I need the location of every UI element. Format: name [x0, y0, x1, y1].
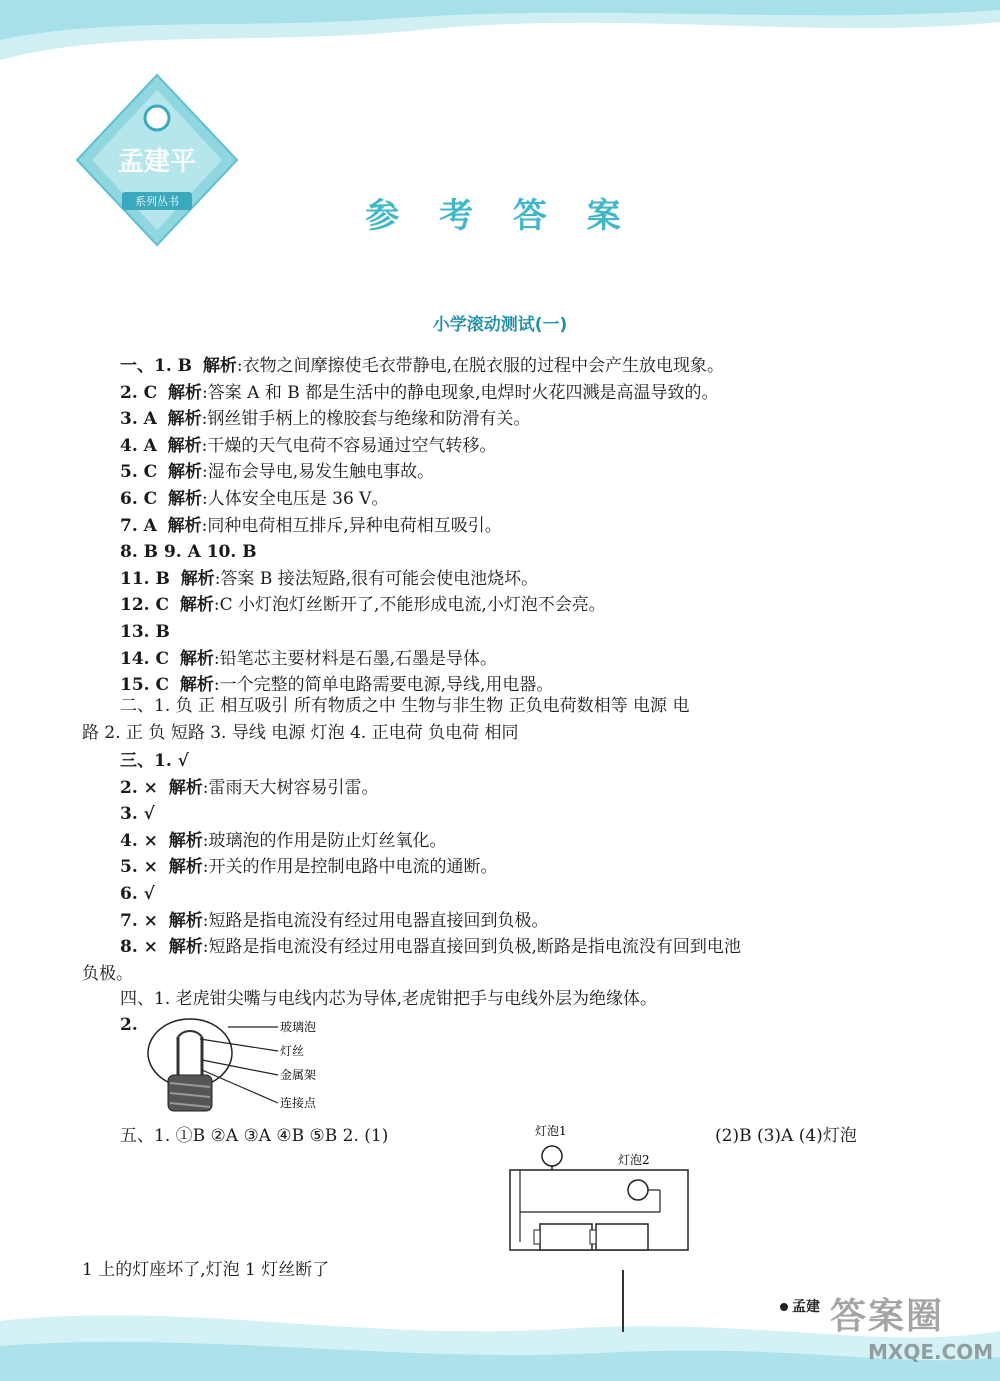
- circuit-label-bulb-2: 灯泡2: [618, 1153, 650, 1167]
- part-1-line: [120, 514, 930, 538]
- answers-part-5-continuation: 1 上的灯座坏了,灯泡 1 灯丝断了: [82, 1260, 330, 1280]
- item-number: 7. A: [120, 515, 157, 536]
- item-number: 6. C: [120, 489, 158, 509]
- analysis-label: 解析: [168, 382, 203, 403]
- analysis-text: :一个完整的简单电路需要电源,导线,用电器。: [213, 675, 554, 696]
- bulb-label-filament: 灯丝: [280, 1044, 305, 1058]
- part-1-line: [120, 381, 930, 405]
- analysis-label: 解析: [168, 857, 203, 878]
- item-number: 5. ×: [120, 857, 158, 878]
- analysis-text: :衣物之间摩擦使毛衣带静电,在脱衣服的过程中会产生放电现象。: [236, 356, 724, 376]
- item-number: 5. C: [120, 462, 158, 483]
- bullet-icon: [780, 1303, 788, 1311]
- part-3-line: [120, 909, 930, 933]
- answers-part-3-continuation: 负极。: [82, 964, 133, 984]
- item-number: 3. A: [120, 409, 157, 430]
- svg-text:孟建平: 孟建平: [117, 147, 197, 177]
- section-title: 小学滚动测试(一): [432, 315, 568, 335]
- item-number: 4. ×: [120, 830, 158, 851]
- item-number: 11. B: [120, 568, 170, 589]
- item-number: 7. ×: [120, 910, 158, 931]
- answers-part-2-line-2: 路 2. 正 负 短路 3. 导线 电源 灯泡 4. 正电荷 负电荷 相同: [82, 723, 519, 743]
- answers-part-5-right: (2)B (3)A (4)灯泡: [715, 1126, 857, 1146]
- bulb-label-frame: 金属架: [280, 1068, 317, 1082]
- answers-part-2-line-1: 二、1. 负 正 相互吸引 所有物质之中 生物与非生物 正负电荷数相等 电源 电: [120, 696, 690, 716]
- analysis-label: 解析: [168, 910, 203, 931]
- part-1-line: [120, 354, 930, 378]
- analysis-text: :答案 A 和 B 都是生活中的静电现象,电焊时火花四溅是高温导致的。: [202, 382, 719, 403]
- circuit-diagram: [500, 1120, 700, 1270]
- item-number: 4. A: [120, 435, 157, 456]
- part-3-line: [120, 829, 930, 853]
- item-number: 14. C: [120, 648, 170, 669]
- analysis-label: 解析: [202, 356, 237, 376]
- part-1-line: [120, 540, 930, 564]
- analysis-label: 解析: [167, 515, 202, 536]
- answers-part-4-item-2: 2.: [120, 1015, 138, 1035]
- analysis-text: :答案 B 接法短路,很有可能会使电池烧坏。: [214, 568, 539, 589]
- part-1-line: [120, 407, 930, 431]
- analysis-text: :玻璃泡的作用是防止灯丝氧化。: [202, 830, 447, 851]
- item-number: 15. C: [120, 675, 170, 696]
- page-title: 参 考 答 案: [365, 196, 635, 236]
- top-wave-decoration: [0, 0, 1000, 70]
- part-3-line: [120, 802, 930, 826]
- analysis-label: 解析: [168, 489, 203, 509]
- part-3-line: [120, 749, 930, 773]
- analysis-text: :短路是指电流没有经过用电器直接回到负极。: [202, 910, 549, 931]
- analysis-text: :C 小灯泡灯丝断开了,不能形成电流,小灯泡不会亮。: [213, 595, 606, 616]
- part-1-line: [120, 567, 930, 591]
- analysis-label: 解析: [168, 777, 203, 798]
- item-number: 13. B: [120, 622, 170, 642]
- bulb-label-glass: 玻璃泡: [280, 1020, 317, 1034]
- item-number: 一、1. B: [120, 356, 193, 376]
- analysis-text: :雷雨天大树容易引雷。: [202, 777, 379, 798]
- analysis-label: 解析: [168, 462, 203, 483]
- item-number: 6. √: [120, 884, 155, 904]
- footer-brand: 孟建: [780, 1296, 820, 1316]
- part-1-line: [120, 434, 930, 458]
- part-1-line: [120, 487, 930, 511]
- analysis-label: 解析: [180, 568, 215, 589]
- analysis-text: :干燥的天气电荷不容易通过空气转移。: [201, 435, 497, 456]
- watermark-logo: 答案圈: [830, 1296, 945, 1337]
- part-3-line: [120, 776, 930, 800]
- item-number: 12. C: [120, 595, 170, 616]
- analysis-label: 解析: [167, 409, 202, 430]
- analysis-label: 解析: [167, 435, 202, 456]
- page-mark: [622, 1270, 624, 1332]
- item-number: 2. C: [120, 382, 158, 403]
- item-number: 8. B 9. A 10. B: [120, 542, 257, 563]
- analysis-label: 解析: [168, 937, 203, 958]
- analysis-text: :同种电荷相互排斥,异种电荷相互吸引。: [201, 515, 502, 536]
- light-bulb-diagram: [140, 1015, 340, 1120]
- circuit-label-bulb-1: 灯泡1: [535, 1124, 567, 1138]
- item-number: 3. √: [120, 804, 155, 825]
- part-1-line: [120, 620, 930, 644]
- watermark-url: MXQE.COM: [868, 1340, 994, 1364]
- svg-text:系列丛书: 系列丛书: [135, 195, 179, 208]
- analysis-label: 解析: [179, 595, 214, 616]
- analysis-text: :短路是指电流没有经过用电器直接回到负极,断路是指电流没有回到电池: [202, 937, 741, 958]
- bulb-label-contact: 连接点: [280, 1096, 317, 1110]
- part-3-line: [120, 935, 930, 959]
- analysis-text: :开关的作用是控制电路中电流的通断。: [202, 857, 498, 878]
- part-1-line: [120, 593, 930, 617]
- analysis-text: :铅笔芯主要材料是石墨,石墨是导体。: [213, 648, 497, 669]
- part-3-line: [120, 855, 930, 879]
- part-1-line: [120, 460, 930, 484]
- analysis-label: 解析: [179, 648, 214, 669]
- analysis-text: :湿布会导电,易发生触电事故。: [202, 462, 435, 483]
- item-number: 8. ×: [120, 937, 158, 958]
- analysis-label: 解析: [179, 675, 214, 696]
- answers-part-5-left: 五、1. ①B ②A ③A ④B ⑤B 2. (1): [120, 1126, 389, 1146]
- analysis-text: :人体安全电压是 36 V。: [202, 489, 389, 509]
- item-number: 三、1. √: [120, 751, 189, 771]
- analysis-label: 解析: [168, 830, 203, 851]
- part-1-line: [120, 647, 930, 671]
- part-3-line: [120, 882, 930, 906]
- answers-part-4-line-1: 四、1. 老虎钳尖嘴与电线内芯为导体,老虎钳把手与电线外层为绝缘体。: [120, 989, 658, 1009]
- analysis-text: :钢丝钳手柄上的橡胶套与绝缘和防滑有关。: [201, 409, 531, 430]
- item-number: 2. ×: [120, 777, 158, 798]
